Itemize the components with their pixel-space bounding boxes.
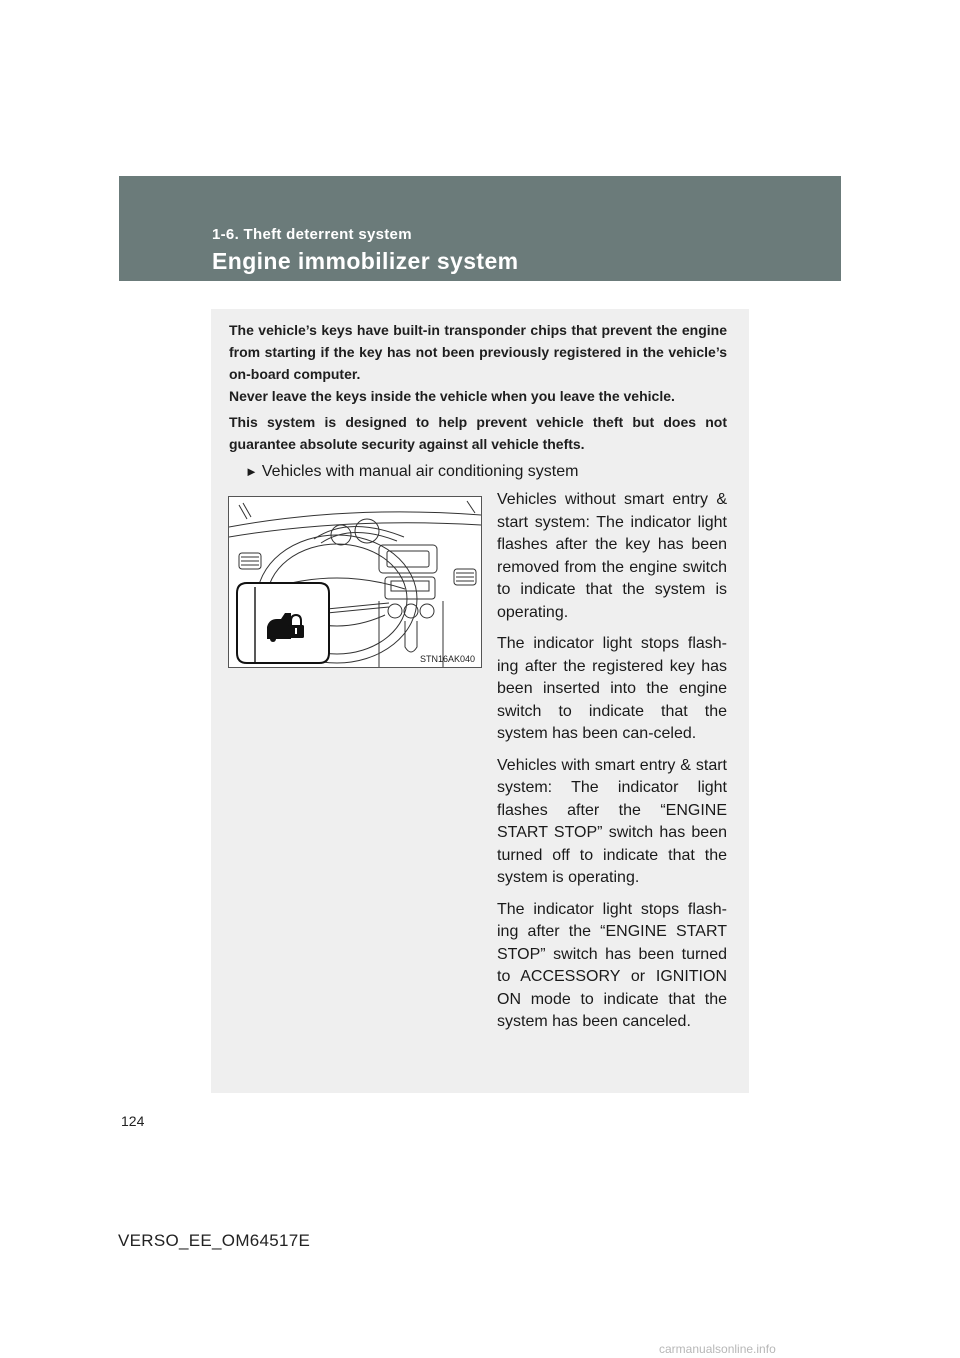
page-title: Engine immobilizer system (212, 248, 519, 274)
subsection-heading (245, 462, 578, 482)
content-panel (211, 309, 749, 1093)
description-paragraph: The indicator light stops flash-ing after the “ENGINE START STOP” switch has been turned to ACCESSORY or IGNITION ON mode to indicate that the system has been canceled. (497, 900, 727, 1030)
section-label: 1-6. Theft deterrent system (212, 226, 412, 243)
dashboard-drawing (229, 497, 481, 667)
dashboard-illustration (228, 496, 482, 668)
intro-paragraph: This system is designed to help prevent vehicle theft but does not guarantee absolute security against all vehicle thefts. (229, 414, 727, 452)
intro-paragraph: Never leave the keys inside the vehicle when you leave the vehicle. (229, 388, 675, 404)
section-header (119, 176, 841, 281)
pointer-arrow-icon: ► (245, 464, 258, 479)
description-paragraph: Vehicles with smart entry & start system: The indicator light flashes after the “ENGINE START STOP” switch has been turned off to indicate that the system is operating. (497, 756, 727, 886)
description-text (497, 489, 727, 1043)
page-number: 124 (121, 1113, 145, 1129)
description-paragraph: The indicator light stops flash-ing after the registered key has been inserted into the engine switch to indicate that the system has been can-celed. (497, 635, 727, 742)
watermark: carmanualsonline.info (659, 1342, 776, 1356)
intro-text (229, 319, 727, 455)
subsection-label: Vehicles with manual air conditioning system (261, 463, 579, 480)
description-paragraph: Vehicles without smart entry & start system: The indicator light flashes after the key has been removed from the engine switch to indicate that the system is operating. (497, 491, 727, 621)
document-code: VERSO_EE_OM64517E (118, 1231, 311, 1250)
figure-code: STN16AK040 (419, 654, 475, 664)
intro-paragraph: The vehicle’s keys have built-in transponder chips that prevent the engine from starting if the key has not been previously registered in the vehicle’s on-board computer. (229, 322, 727, 382)
